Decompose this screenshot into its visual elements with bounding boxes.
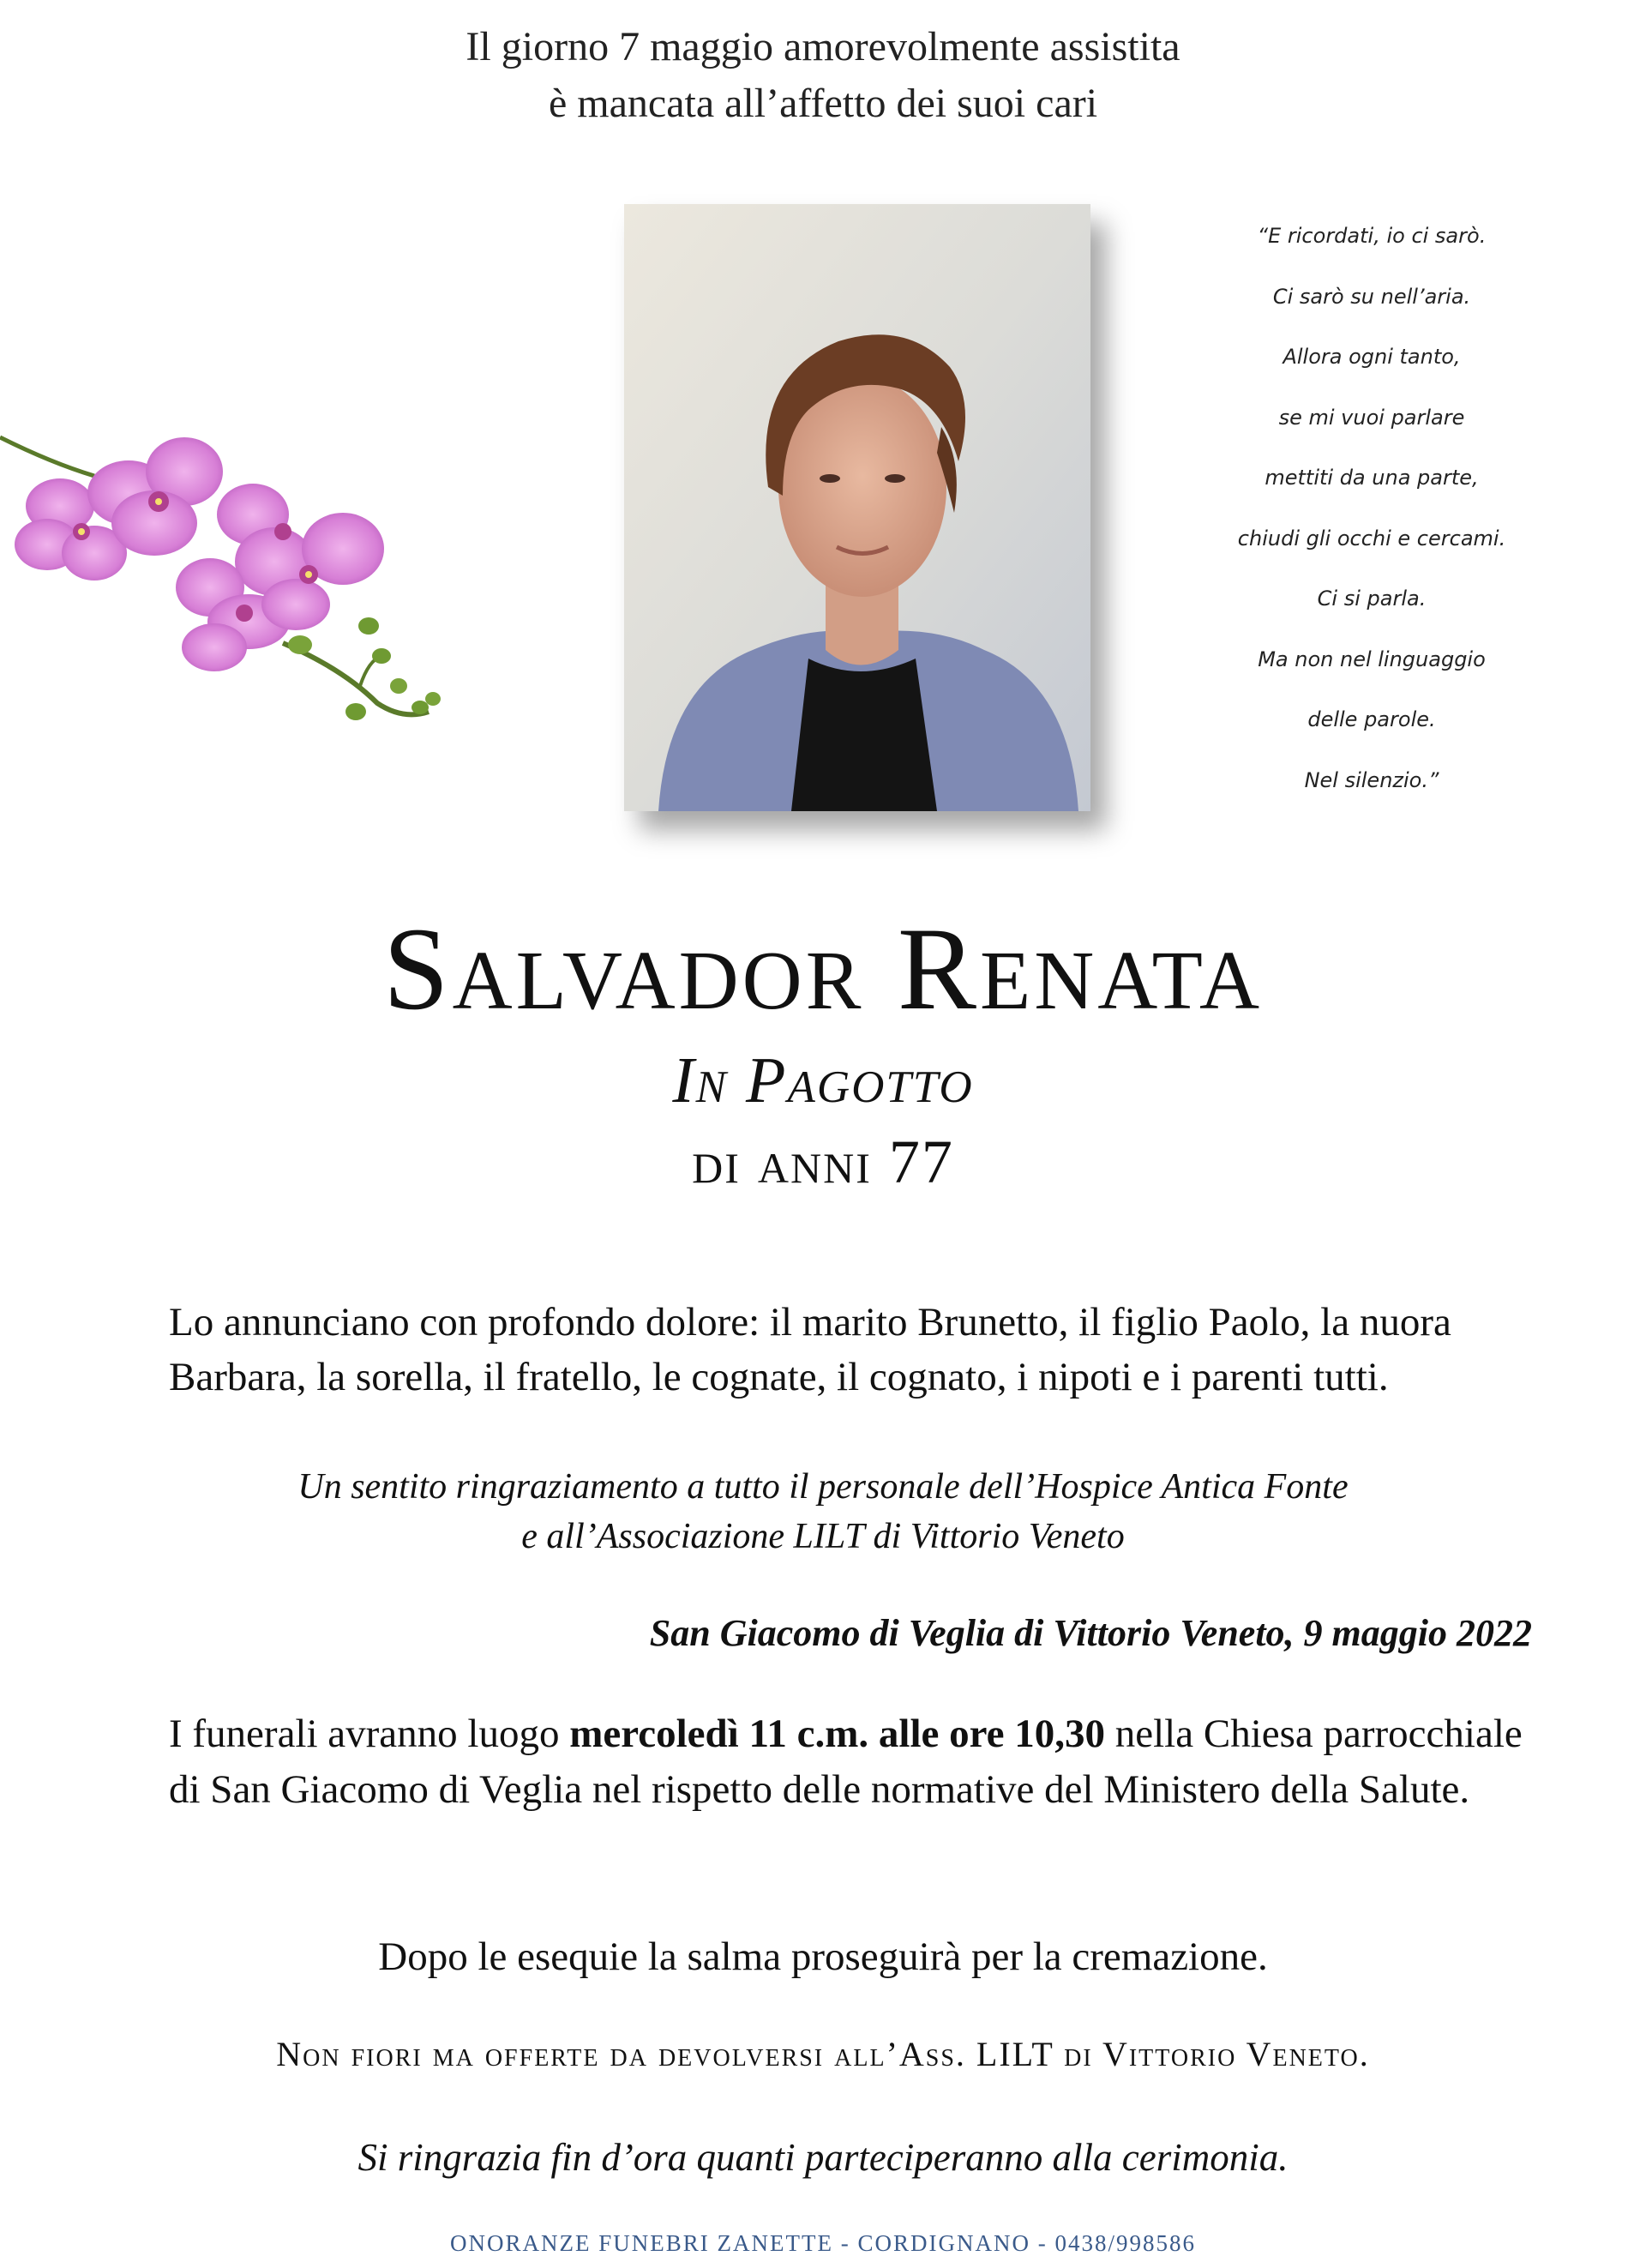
hospice-thanks [0, 1462, 1646, 1561]
poem-line: Ci si parla. [1317, 587, 1427, 611]
funeral-home-footer: ONORANZE FUNEBRI ZANETTE - CORDIGNANO - 0438/998586 [450, 2230, 1196, 2256]
poem-line: Ci sarò su nell’aria. [1272, 284, 1471, 309]
poem-line: Ma non nel linguaggio [1258, 647, 1486, 671]
deceased-name: Salvador Renata [382, 903, 1264, 1034]
poem [1183, 219, 1560, 823]
hospice-thanks-line-2: e all’Associazione LILT di Vittorio Veneto [521, 1517, 1125, 1556]
portrait-icon [624, 204, 1090, 811]
hospice-thanks-line-1: Un sentito ringraziamento a tutto il personale dell’Hospice Antica Fonte [297, 1467, 1349, 1507]
deceased-age: di anni 77 [692, 1128, 954, 1196]
poem-line: chiudi gli occhi e cercami. [1237, 526, 1506, 550]
intro-text [0, 19, 1646, 132]
poem-line: mettiti da una parte, [1265, 466, 1479, 490]
final-thanks: Si ringrazia fin d’ora quanti parteciperanno alla cerimonia. [357, 2136, 1289, 2179]
funeral-text-after: nella Chiesa parrocchiale di San Giacomo di Veglia nel rispetto delle normative del Ministero della Salute. [169, 1712, 1523, 1812]
no-flowers-note: Non fiori ma offerte da devolversi all’Ass. LILT di Vittorio Veneto. [276, 2035, 1370, 2073]
poem-line: se mi vuoi parlare [1278, 405, 1465, 430]
poem-line: Allora ogni tanto, [1283, 345, 1461, 369]
poem-line: “E ricordati, io ci sarò. [1257, 224, 1487, 248]
announcement-paragraph: Lo annunciano con profondo dolore: il marito Brunetto, il figlio Paolo, la nuora Barbara, la sorella, il fratello, le cognate, il cognato, i nipoti e i parenti tutti. [169, 1300, 1451, 1399]
intro-line-2: è mancata all’affetto dei suoi cari [548, 81, 1098, 126]
orchid-illustration [0, 412, 463, 755]
poem-line: Nel silenzio.” [1304, 767, 1439, 792]
cremation-note: Dopo le esequie la salma proseguirà per la cremazione. [378, 1934, 1268, 1979]
place-date: San Giacomo di Veglia di Vittorio Veneto, 9 maggio 2022 [649, 1612, 1532, 1654]
married-name: In Pagotto [672, 1044, 974, 1116]
intro-line-1: Il giorno 7 maggio amorevolmente assistita [466, 24, 1180, 69]
portrait-photo [624, 204, 1090, 811]
orchid-icon [0, 412, 463, 755]
funeral-text-before: I funerali avranno luogo [169, 1712, 570, 1756]
funeral-paragraph [169, 1706, 1532, 1818]
funeral-datetime: mercoledì 11 c.m. alle ore 10,30 [569, 1712, 1106, 1756]
poem-line: delle parole. [1307, 707, 1436, 731]
